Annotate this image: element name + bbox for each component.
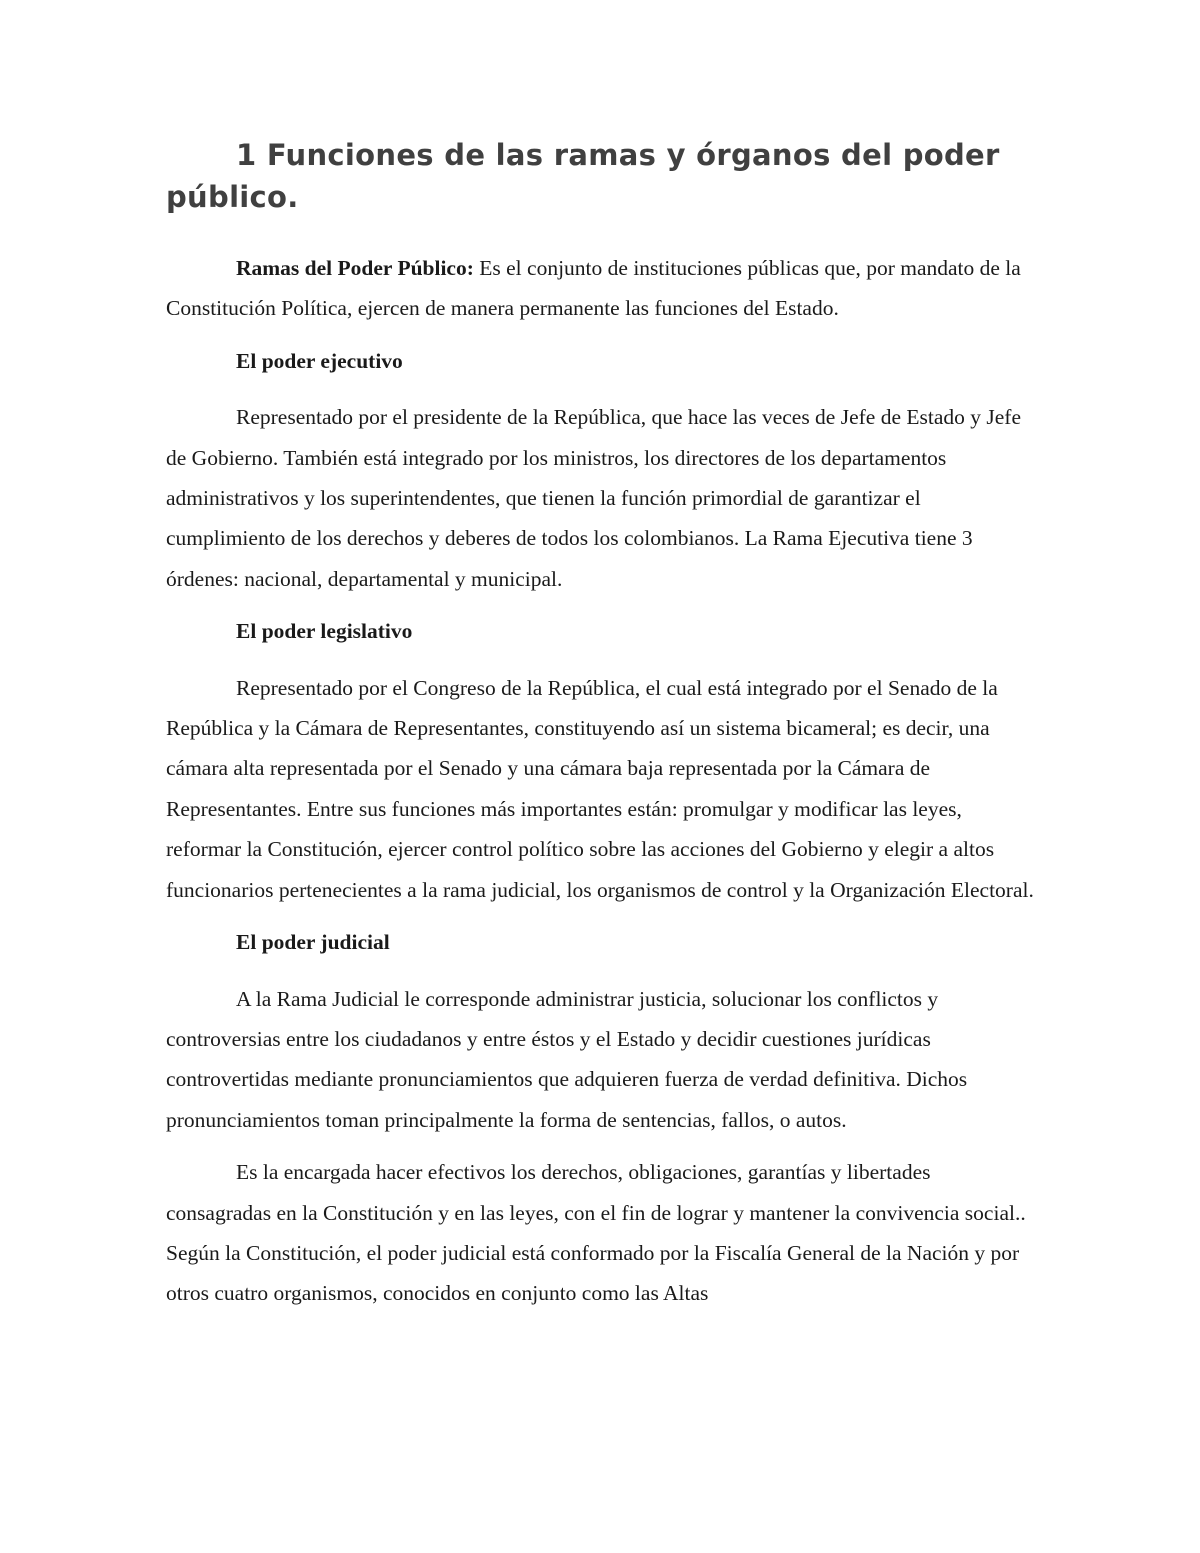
section-paragraph-ejecutivo: Representado por el presidente de la República, que hace las veces de Jefe de Estado y Jefe de Gobierno. También está integrado por los ministros, los directores de los departamentos administrativos y los superintendentes, que tienen la función primordial de garantizar el cumplimiento de los derechos y deberes de todos los colombianos. La Rama Ejecutiva tiene 3 órdenes: nacional, departamental y municipal. [166,405,1022,591]
intro-paragraph [166,248,1040,329]
section-heading-ejecutivo: El poder ejecutivo [236,348,403,373]
document-title: 1 Funciones de las ramas y órganos del poder público. [166,138,1000,214]
document-body [166,134,1040,1314]
section-heading-legislativo: El poder legislativo [236,619,413,644]
section-paragraph-judicial-2: Es la encargada hacer efectivos los derechos, obligaciones, garantías y libertades consagradas en la Constitución y en las leyes, con el fin de lograr y mantener la convivencia social.. Según la Constitución, el poder judicial está conformado por la Fiscalía General de la Nación y por otros cuatro organismos, conocidos en conjunto como las Altas [166,1160,1026,1306]
section-paragraph-legislativo: Representado por el Congreso de la República, el cual está integrado por el Senado de la República y la Cámara de Representantes, constituyendo así un sistema bicameral; es decir, una cámara alta representada por el Senado y una cámara baja representada por la Cámara de Representantes. Entre sus funciones más importantes están: promulgar y modificar las leyes, reformar la Constitución, ejercer control político sobre las acciones del Gobierno y elegir a altos funcionarios pertenecientes a la rama judicial, los organismos de control y la Organización Electoral. [166,675,1034,902]
intro-label: Ramas del Poder Público: [236,256,474,280]
section-paragraph-judicial-1: A la Rama Judicial le corresponde administrar justicia, solucionar los conflictos y controversias entre los ciudadanos y entre éstos y el Estado y decidir cuestiones jurídicas controvertidas mediante pronunciamientos que adquieren fuerza de verdad definitiva. Dichos pronunciamientos toman principalmente la forma de sentencias, fallos, o autos. [166,986,968,1132]
section-heading-judicial: El poder judicial [236,930,390,955]
intro-text: Es el conjunto de instituciones públicas que, por mandato de la Constitución Política, ejercen de manera permanente las funciones del Estado. [166,256,1021,321]
